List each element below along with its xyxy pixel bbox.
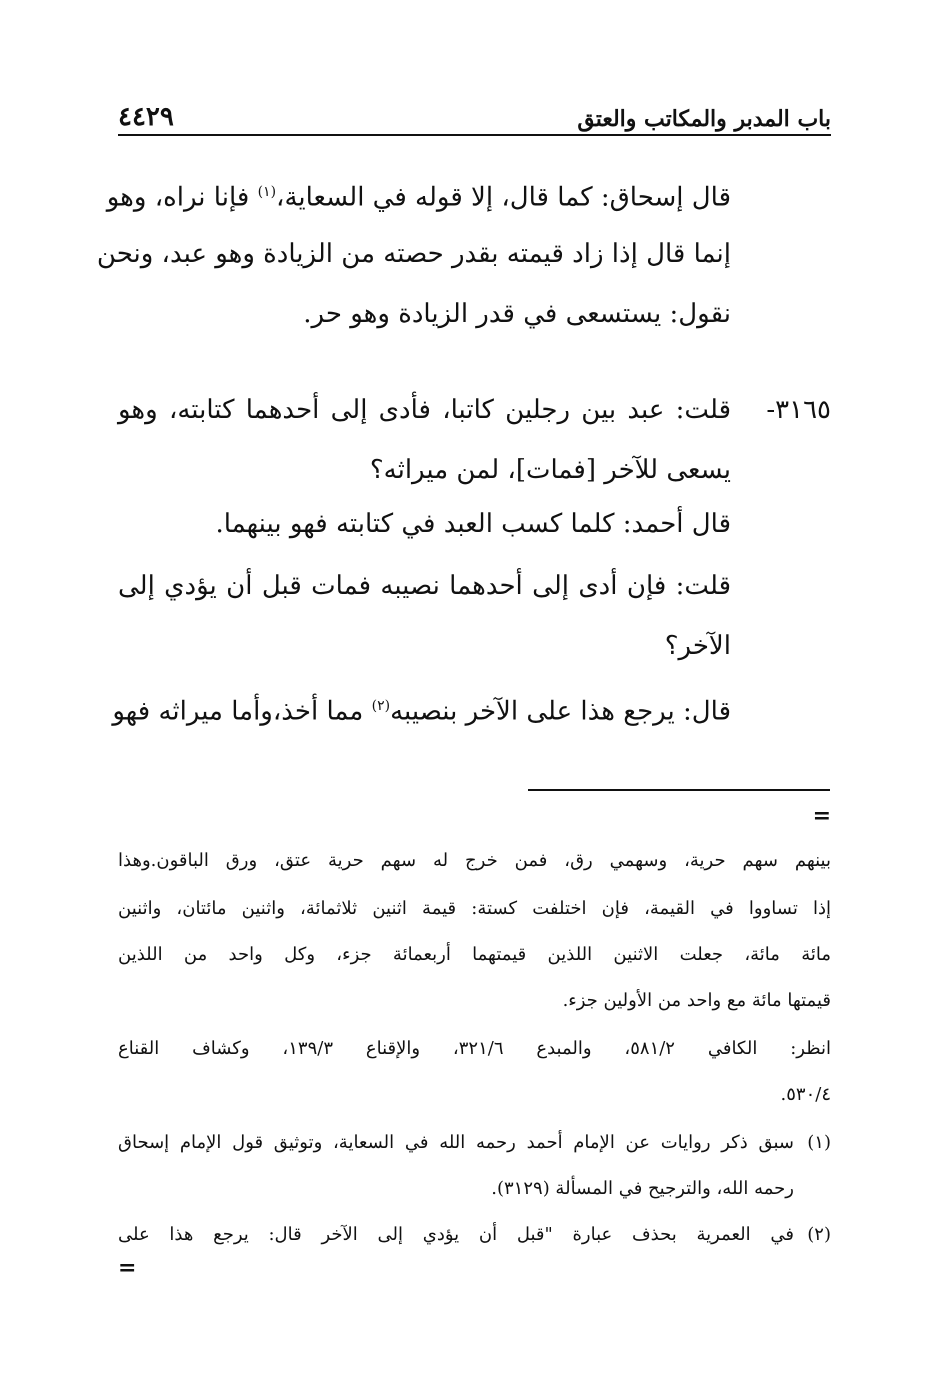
header-divider	[118, 134, 831, 136]
footnote-line: إذا تساووا في القيمة، فإن اختلفت كستة: قيمة اثنين ثلاثمائة، واثنين مائتان، واثنين	[118, 898, 831, 919]
body-line: قال إسحاق: كما قال، إلا قوله في السعاية،$^{(١)}$ فإنا نراه، وهو	[106, 182, 731, 213]
footnote-line: قيمتها مائة مع واحد من الأولين جزء.	[562, 990, 831, 1011]
footnote-line: ٥٣٠/٤.	[780, 1084, 831, 1105]
footnote-line: بينهم سهم حرية، وسهمي رق، فمن خرج له سهم حرية عتق، ورق الباقون.وهذا	[118, 850, 831, 871]
footnote-line: في العمرية بحذف عبارة "قبل أن يؤدي إلى الآخر قال: يرجع هذا على	[118, 1224, 794, 1245]
footnote-number: (٢)	[807, 1224, 831, 1245]
footnote-line: رحمه الله، والترجيح في المسألة (٣١٢٩).	[491, 1178, 794, 1199]
footnote-number: (١)	[807, 1132, 831, 1153]
body-line: الآخر؟	[664, 631, 731, 661]
body-line: قال: يرجع هذا على الآخر بنصيبه$^{(٢)}$ مما أخذ،وأما ميراثه فهو	[112, 696, 731, 727]
body-line: قال أحمد: كلما كسب العبد في كتابته فهو بينهما.	[215, 509, 731, 539]
body-line: قلت: فإن أدى إلى أحدهما نصيبه فمات قبل أن يؤدي إلى	[118, 571, 731, 601]
running-title: باب المدبر والمكاتب والعتق	[577, 106, 831, 132]
footnote-ref: (١)	[257, 184, 277, 200]
page-number: ٤٤٢٩	[118, 102, 174, 132]
running-header	[118, 96, 831, 132]
body-line: قلت: عبد بين رجلين كاتبا، فأدى إلى أحدهما كتابته، وهو	[118, 395, 731, 425]
body-line: يسعى للآخر [فمات]، لمن ميراثه؟	[369, 455, 731, 485]
footnote-line: سبق ذكر روايات عن الإمام أحمد رحمه الله في السعاية، وتوثيق قول الإمام إسحاق	[118, 1132, 794, 1153]
continuation-mark: =	[812, 803, 831, 829]
footnote-line: انظر: الكافي ٥٨١/٢، والمبدع ٣٢١/٦، والإقناع ١٣٩/٣، وكشاف القناع	[118, 1038, 831, 1059]
continuation-mark: =	[118, 1255, 137, 1281]
footnote-divider	[528, 789, 830, 791]
footnote-ref: (٢)	[371, 698, 391, 714]
body-line: نقول: يستسعى في قدر الزيادة وهو حر.	[303, 299, 731, 329]
body-line: إنما قال إذا زاد قيمته بقدر حصته من الزيادة وهو عبد، ونحن	[96, 239, 731, 269]
footnote-line: مائة مائة، جعلت الاثنين اللذين قيمتهما أربعمائة جزء، وكل واحد من اللذين	[118, 944, 831, 965]
entry-number: ٣١٦٥-	[766, 395, 831, 425]
